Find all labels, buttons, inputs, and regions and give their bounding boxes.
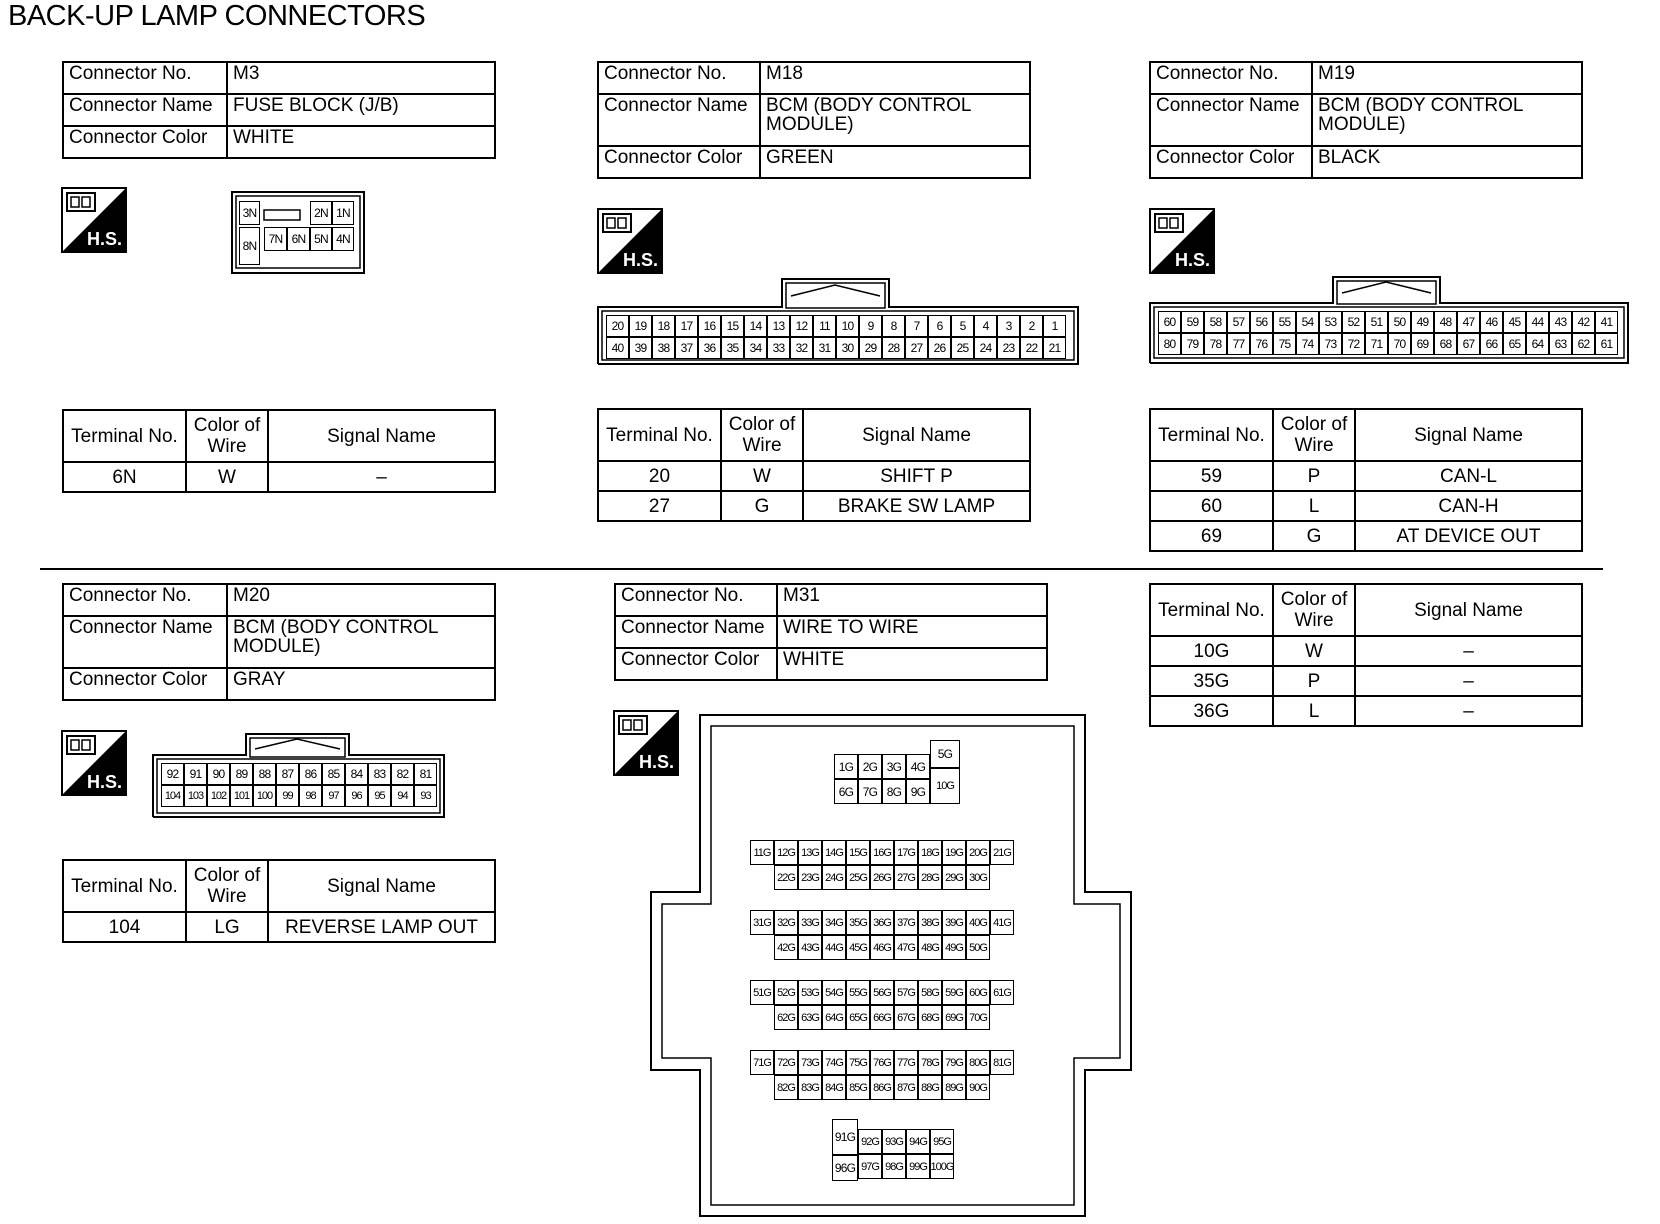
connector-face-m3 [231,191,365,274]
connector-face-m18 [597,278,1079,365]
pin-13: 13 [767,315,790,337]
terminal-table-m31: Terminal No. Color of Wire Signal Name 10G W – 35G P – 36G L – [1149,583,1583,727]
header-terminal-no: Terminal No. [63,410,186,462]
connector-info-m31: Connector No. M31 Connector Name WIRE TO WIRE Connector Color WHITE [614,583,1048,681]
connector-face-m19 [1149,276,1629,364]
pin-74G: 74G [822,1050,846,1075]
pin-66G: 66G [870,1005,894,1030]
pin-84G: 84G [822,1075,846,1100]
pin-72: 72 [1342,333,1365,355]
pin-36G: 36G [870,910,894,935]
label-connector-color: Connector Color [63,126,227,158]
pin-1: 1 [1043,315,1066,337]
section-divider [40,568,1603,570]
pin-98G: 98G [882,1154,906,1179]
pin-62: 62 [1572,333,1595,355]
harness-side-icon: H.S. [1149,208,1215,274]
pin-10: 10 [836,315,859,337]
pin-55: 55 [1273,311,1296,333]
pin-97G: 97G [858,1154,882,1179]
pin-50G: 50G [966,935,990,960]
pin-47: 47 [1457,311,1480,333]
pin-75: 75 [1273,333,1296,355]
pin-78: 78 [1204,333,1227,355]
pin-59: 59 [1181,311,1204,333]
table-row: 60 L CAN-H [1150,491,1582,521]
connector-name-value: FUSE BLOCK (J/B) [227,94,495,126]
connector-info-m20: Connector No. M20 Connector Name BCM (BODY CONTROL MODULE) Connector Color GRAY [62,583,496,701]
pin-3G: 3G [882,754,906,779]
pin-83: 83 [368,763,391,785]
pin-76: 76 [1250,333,1273,355]
connector-info-m19: Connector No. M19 Connector Name BCM (BODY CONTROL MODULE) Connector Color BLACK [1149,61,1583,179]
pin-8G: 8G [882,779,906,804]
pin-53: 53 [1319,311,1342,333]
pin-41G: 41G [990,910,1014,935]
connector-face-m20 [152,733,445,818]
pin-71G: 71G [750,1050,774,1075]
pin-98: 98 [299,785,322,807]
pin-70G: 70G [966,1005,990,1030]
pin-78G: 78G [918,1050,942,1075]
table-row: 104 LG REVERSE LAMP OUT [63,912,495,942]
connector-color-value: WHITE [227,126,495,158]
harness-side-icon: H.S. [61,730,127,796]
pin-45G: 45G [846,935,870,960]
pin-22: 22 [1020,337,1043,359]
pin-65G: 65G [846,1005,870,1030]
page-title: BACK-UP LAMP CONNECTORS [8,0,426,32]
pin-57G: 57G [894,980,918,1005]
pin-1N: 1N [332,201,354,225]
pin-93: 93 [414,785,437,807]
pin-66: 66 [1480,333,1503,355]
pin-39G: 39G [942,910,966,935]
pin-4: 4 [974,315,997,337]
pin-67G: 67G [894,1005,918,1030]
pin-55G: 55G [846,980,870,1005]
pin-38: 38 [652,337,675,359]
pin-57: 57 [1227,311,1250,333]
harness-side-icon: H.S. [613,710,679,776]
pin-28: 28 [882,337,905,359]
pin-56G: 56G [870,980,894,1005]
pin-42G: 42G [774,935,798,960]
pin-94G: 94G [906,1129,930,1154]
pin-25: 25 [951,337,974,359]
pin-53G: 53G [798,980,822,1005]
pin-2G: 2G [858,754,882,779]
pin-62G: 62G [774,1005,798,1030]
pin-91G: 91G [832,1119,858,1155]
pin-69: 69 [1411,333,1434,355]
pin-5N: 5N [310,227,332,251]
pin-7: 7 [905,315,928,337]
pin-39: 39 [629,337,652,359]
pin-45: 45 [1503,311,1526,333]
pin-28G: 28G [918,865,942,890]
pin-69G: 69G [942,1005,966,1030]
pin-26G: 26G [870,865,894,890]
pin-14G: 14G [822,840,846,865]
pin-51G: 51G [750,980,774,1005]
pin-42: 42 [1572,311,1595,333]
table-row: 59 P CAN-L [1150,461,1582,491]
pin-26: 26 [928,337,951,359]
pin-35: 35 [721,337,744,359]
label-connector-no: Connector No. [63,62,227,94]
pin-37: 37 [675,337,698,359]
pin-5: 5 [951,315,974,337]
pin-44: 44 [1526,311,1549,333]
pin-3: 3 [997,315,1020,337]
pin-50: 50 [1388,311,1411,333]
header-color-of-wire: Color of Wire [186,410,268,462]
terminal-table-m18: Terminal No. Color of Wire Signal Name 20 W SHIFT P 27 G BRAKE SW LAMP [597,408,1031,522]
pin-82G: 82G [774,1075,798,1100]
pin-77: 77 [1227,333,1250,355]
pin-58: 58 [1204,311,1227,333]
pin-14: 14 [744,315,767,337]
pin-61G: 61G [990,980,1014,1005]
pin-7N: 7N [264,227,287,251]
pin-100G: 100G [930,1154,954,1179]
pin-90G: 90G [966,1075,990,1100]
pin-92: 92 [161,763,184,785]
pin-4G: 4G [906,754,930,779]
pin-27: 27 [905,337,928,359]
pin-70: 70 [1388,333,1411,355]
pin-96: 96 [345,785,368,807]
pin-32G: 32G [774,910,798,935]
pin-20G: 20G [966,840,990,865]
pin-64G: 64G [822,1005,846,1030]
pin-49G: 49G [942,935,966,960]
terminal-table-m20: Terminal No. Color of Wire Signal Name 104 LG REVERSE LAMP OUT [62,859,496,943]
pin-10G: 10G [930,768,960,804]
pin-81G: 81G [990,1050,1014,1075]
pin-49: 49 [1411,311,1434,333]
pin-67: 67 [1457,333,1480,355]
pin-65: 65 [1503,333,1526,355]
pin-24: 24 [974,337,997,359]
pin-89G: 89G [942,1075,966,1100]
pin-100: 100 [253,785,276,807]
terminal-table-m3 [62,409,496,493]
header-signal-name: Signal Name [268,410,495,462]
pin-9: 9 [859,315,882,337]
connector-face-m31 [650,714,1132,1224]
pin-31G: 31G [750,910,774,935]
pin-43: 43 [1549,311,1572,333]
pin-86G: 86G [870,1075,894,1100]
pin-64: 64 [1526,333,1549,355]
pin-8N: 8N [239,227,260,265]
harness-side-icon: H.S. [597,208,663,274]
pin-2N: 2N [310,201,332,225]
pin-18: 18 [652,315,675,337]
pin-103: 103 [184,785,207,807]
pin-79G: 79G [942,1050,966,1075]
table-row: 35G P – [1150,666,1582,696]
pin-80G: 80G [966,1050,990,1075]
hs-label: H.S. [86,229,122,249]
pin-94: 94 [391,785,414,807]
pin-92G: 92G [858,1129,882,1154]
pin-82: 82 [391,763,414,785]
pin-58G: 58G [918,980,942,1005]
pin-30G: 30G [966,865,990,890]
pin-99G: 99G [906,1154,930,1179]
pin-95: 95 [368,785,391,807]
pin-23G: 23G [798,865,822,890]
pin-23: 23 [997,337,1020,359]
pin-77G: 77G [894,1050,918,1075]
pin-8: 8 [882,315,905,337]
pin-15G: 15G [846,840,870,865]
pin-73: 73 [1319,333,1342,355]
pin-17G: 17G [894,840,918,865]
pin-20: 20 [606,315,629,337]
pin-7G: 7G [858,779,882,804]
connector-info-m3 [62,61,496,159]
pin-88G: 88G [918,1075,942,1100]
pin-41: 41 [1595,311,1618,333]
pin-75G: 75G [846,1050,870,1075]
pin-16: 16 [698,315,721,337]
pin-51: 51 [1365,311,1388,333]
pin-21G: 21G [990,840,1014,865]
pin-46G: 46G [870,935,894,960]
pin-34G: 34G [822,910,846,935]
pin-6N: 6N [287,227,310,251]
pin-32: 32 [790,337,813,359]
pin-47G: 47G [894,935,918,960]
pin-6G: 6G [834,779,858,804]
pin-90: 90 [207,763,230,785]
pin-56: 56 [1250,311,1273,333]
pin-9G: 9G [906,779,930,804]
pin-61: 61 [1595,333,1618,355]
pin-85: 85 [322,763,345,785]
pin-97: 97 [322,785,345,807]
pin-83G: 83G [798,1075,822,1100]
pin-6: 6 [928,315,951,337]
pin-30: 30 [836,337,859,359]
pin-34: 34 [744,337,767,359]
pin-40G: 40G [966,910,990,935]
pin-54: 54 [1296,311,1319,333]
pin-60G: 60G [966,980,990,1005]
pin-1G: 1G [834,754,858,779]
table-row: 10G W – [1150,636,1582,666]
pin-24G: 24G [822,865,846,890]
pin-5G: 5G [930,740,960,768]
pin-19: 19 [629,315,652,337]
pin-95G: 95G [930,1129,954,1154]
pin-59G: 59G [942,980,966,1005]
terminal-table-m19: Terminal No. Color of Wire Signal Name 59 P CAN-L 60 L CAN-H 69 G AT DEVICE OUT [1149,408,1583,552]
connector-info-m18: Connector No. M18 Connector Name BCM (BODY CONTROL MODULE) Connector Color GREEN [597,61,1031,179]
table-row: 20 W SHIFT P [598,461,1030,491]
pin-21: 21 [1043,337,1066,359]
connector-no-value: M3 [227,62,495,94]
pin-46: 46 [1480,311,1503,333]
pin-63G: 63G [798,1005,822,1030]
pin-86: 86 [299,763,322,785]
pin-76G: 76G [870,1050,894,1075]
table-row: 6N W – [63,462,495,492]
pin-36: 36 [698,337,721,359]
table-row: 69 G AT DEVICE OUT [1150,521,1582,551]
label-connector-name: Connector Name [63,94,227,126]
pin-93G: 93G [882,1129,906,1154]
pin-37G: 37G [894,910,918,935]
pin-13G: 13G [798,840,822,865]
pin-18G: 18G [918,840,942,865]
pin-12G: 12G [774,840,798,865]
pin-87G: 87G [894,1075,918,1100]
pin-79: 79 [1181,333,1204,355]
pin-72G: 72G [774,1050,798,1075]
pin-68: 68 [1434,333,1457,355]
pin-2: 2 [1020,315,1043,337]
pin-102: 102 [207,785,230,807]
pin-4N: 4N [332,227,354,251]
table-row: 36G L – [1150,696,1582,726]
pin-101: 101 [230,785,253,807]
pin-104: 104 [161,785,184,807]
pin-54G: 54G [822,980,846,1005]
pin-60: 60 [1158,311,1181,333]
pin-19G: 19G [942,840,966,865]
pin-44G: 44G [822,935,846,960]
pin-15: 15 [721,315,744,337]
pin-43G: 43G [798,935,822,960]
pin-29G: 29G [942,865,966,890]
pin-40: 40 [606,337,629,359]
harness-side-icon [61,187,127,253]
table-row: 27 G BRAKE SW LAMP [598,491,1030,521]
pin-96G: 96G [832,1155,858,1181]
pin-11: 11 [813,315,836,337]
pin-84: 84 [345,763,368,785]
pin-89: 89 [230,763,253,785]
pin-16G: 16G [870,840,894,865]
pin-74: 74 [1296,333,1319,355]
pin-68G: 68G [918,1005,942,1030]
pin-80: 80 [1158,333,1181,355]
pin-88: 88 [253,763,276,785]
pin-73G: 73G [798,1050,822,1075]
pin-33: 33 [767,337,790,359]
pin-81: 81 [414,763,437,785]
pin-48G: 48G [918,935,942,960]
pin-91: 91 [184,763,207,785]
pin-52: 52 [1342,311,1365,333]
pin-38G: 38G [918,910,942,935]
pin-71: 71 [1365,333,1388,355]
pin-85G: 85G [846,1075,870,1100]
pin-52G: 52G [774,980,798,1005]
pin-31: 31 [813,337,836,359]
pin-11G: 11G [750,840,774,865]
pin-87: 87 [276,763,299,785]
pin-27G: 27G [894,865,918,890]
pin-35G: 35G [846,910,870,935]
pin-33G: 33G [798,910,822,935]
pin-3N: 3N [239,201,260,225]
pin-12: 12 [790,315,813,337]
pin-25G: 25G [846,865,870,890]
pin-29: 29 [859,337,882,359]
pin-99: 99 [276,785,299,807]
pin-63: 63 [1549,333,1572,355]
pin-17: 17 [675,315,698,337]
pin-48: 48 [1434,311,1457,333]
pin-22G: 22G [774,865,798,890]
